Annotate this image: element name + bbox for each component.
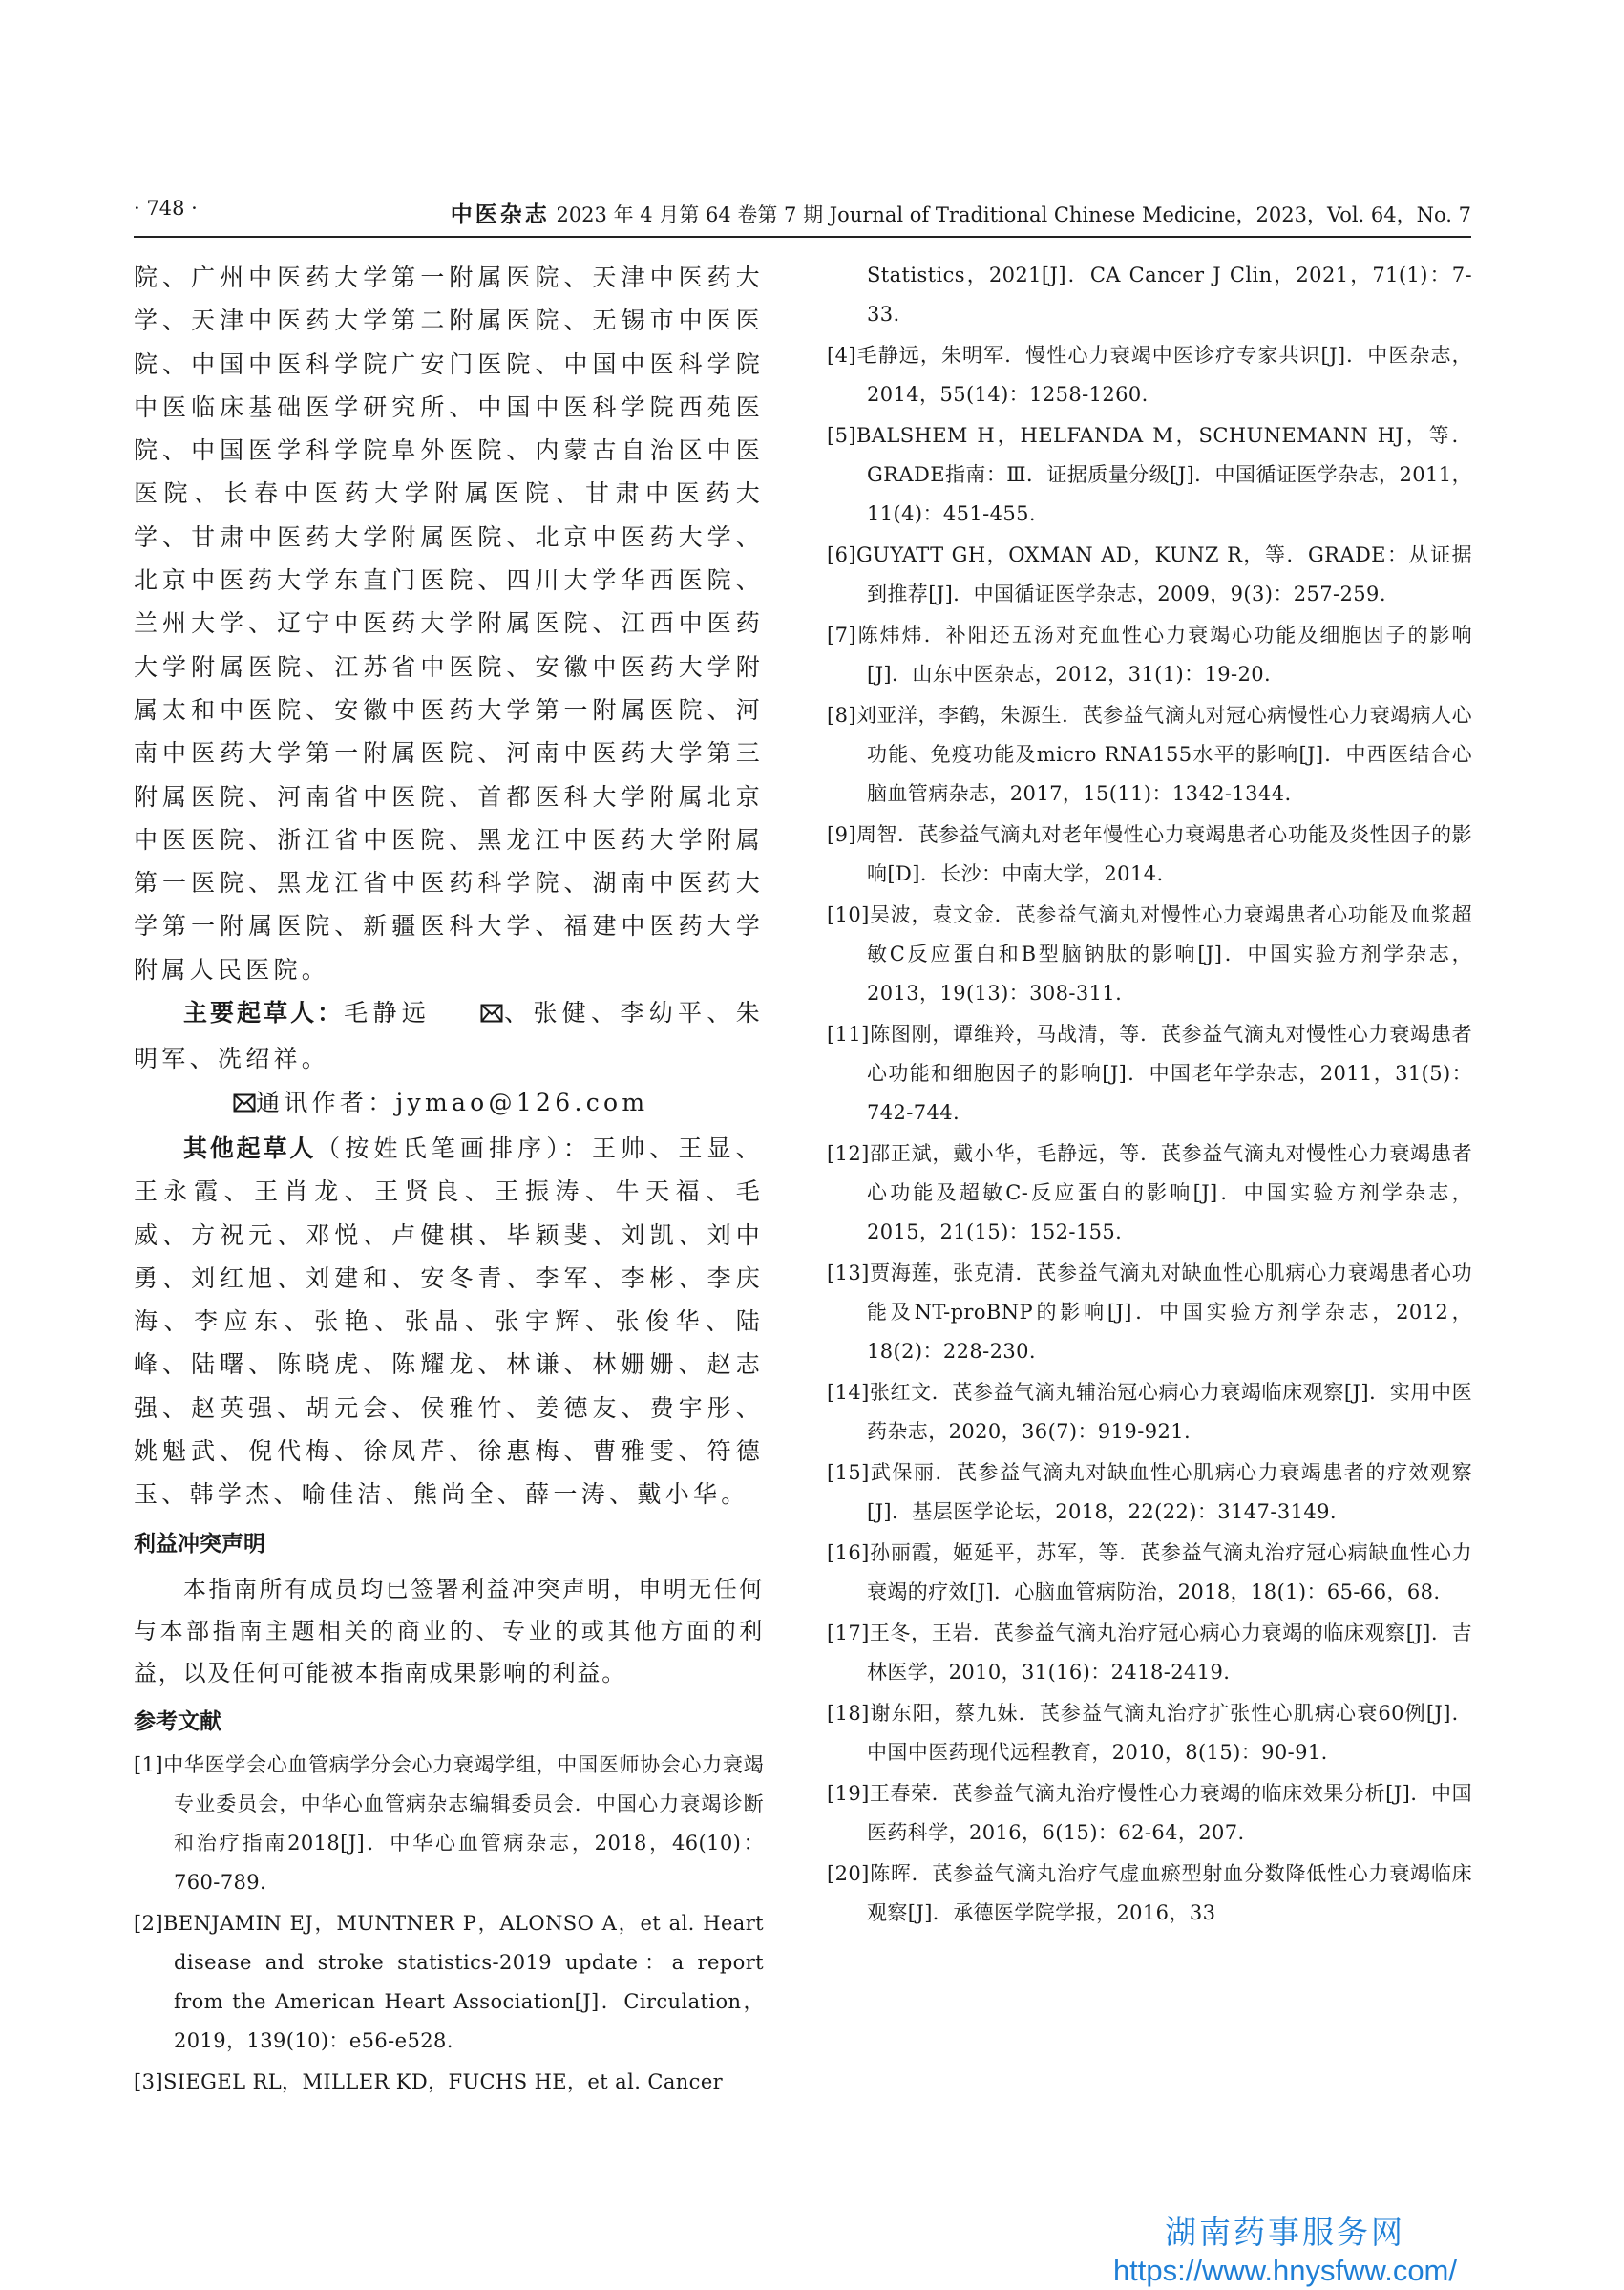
- journal-name: 中医杂志: [450, 201, 550, 227]
- other-drafters-note: （按姓氏笔画排序）：: [316, 1134, 593, 1162]
- conflict-statement: 本指南所有成员均已签署利益冲突声明，申明无任何与本部指南主题相关的商业的、专业的或其他方面的利益，以及任何可能被本指南成果影响的利益。: [134, 1575, 764, 1686]
- header-rule: [134, 236, 1471, 238]
- main-drafters-rest: 、张健、李幼平、朱明军、冼绍祥。: [134, 999, 764, 1073]
- other-drafters: [134, 1127, 764, 1516]
- watermark-url[interactable]: https://www.hnysfww.com/: [1112, 2254, 1457, 2287]
- reference-item: [14]张红文．芪参益气滴丸辅治冠心病心力衰竭临床观察[J]．实用中医药杂志，2020，36(7)：919-921.: [827, 1381, 1472, 1443]
- reference-item: [18]谢东阳，蔡九妹．芪参益气滴丸治疗扩张性心肌病心衰60例[J]．中国中医药现代远程教育，2010，8(15)：90-91.: [827, 1702, 1472, 1764]
- reference-item: [5]BALSHEM H，HELFANDA M，SCHUNEMANN HJ，等．GRADE指南：Ⅲ．证据质量分级[J]．中国循证医学杂志，2011，11(4)：451-455.: [827, 424, 1472, 525]
- running-header: [134, 197, 1471, 229]
- corresponding-author: [134, 1081, 764, 1127]
- reference-item: [3]SIEGEL RL，MILLER KD，FUCHS HE，et al. Cancer: [134, 2069, 724, 2093]
- reference-item: [11]陈图刚，谭维羚，马战清，等．芪参益气滴丸对慢性心力衰竭患者心功能和细胞因子的影响[J]．中国老年学杂志，2011，31(5)：742-744.: [827, 1023, 1472, 1124]
- reference-item: [7]陈炜炜．补阳还五汤对充血性心力衰竭心功能及细胞因子的影响[J]．山东中医杂志，2012，31(1)：19-20.: [827, 624, 1472, 686]
- other-drafters-label: 其他起草人: [183, 1134, 317, 1162]
- watermark-site-name: 湖南药事服务网: [1164, 2215, 1405, 2250]
- main-drafters: [134, 991, 764, 1081]
- reference-item: [4]毛静远，朱明军．慢性心力衰竭中医诊疗专家共识[J]．中医杂志，2014，55(14)：1258-1260.: [827, 344, 1472, 406]
- conflict-section-title: 利益冲突声明: [134, 1531, 265, 1557]
- reference-item: [10]吴波，袁文金．芪参益气滴丸对慢性心力衰竭患者心功能及血浆超敏C反应蛋白和B型脑钠肽的影响[J]．中国实验方剂学杂志，2013，19(13)：308-311.: [827, 903, 1472, 1005]
- page-number: · 748 ·: [134, 197, 198, 220]
- main-drafter-first: 毛静远: [344, 999, 432, 1028]
- reference-item: [1]中华医学会心血管病学分会心力衰竭学组，中国医师协会心力衰竭专业委员会，中华心血管病杂志编辑委员会．中国心力衰竭诊断和治疗指南2018[J]．中华心血管病杂志，2018，46(10)：760-789.: [134, 1752, 764, 1894]
- reference-item: [20]陈晖．芪参益气滴丸治疗气虚血瘀型射血分数降低性心力衰竭临床观察[J]．承德医学院学报，2016，33: [827, 1862, 1472, 1924]
- references-title: 参考文献: [134, 1708, 221, 1734]
- left-column: [134, 256, 764, 2104]
- reference-item: [19]王春荣．芪参益气滴丸治疗慢性心力衰竭的临床效果分析[J]．中国医药科学，2016，6(15)：62-64，207.: [827, 1782, 1472, 1844]
- main-drafters-label: 主要起草人：: [183, 999, 345, 1028]
- institution-list: 院、广州中医药大学第一附属医院、天津中医药大学、天津中医药大学第二附属医院、无锡市中医医院、中国中医科学院广安门医院、中国中医科学院中医临床基础医学研究所、中国中医科学院西苑医院、中国医学科学院阜外医院、内蒙古自治区中医医院、长春中医药大学附属医院、甘肃中医药大学、甘肃中医药大学附属医院、北京中医药大学、北京中医药大学东直门医院、四川大学华西医院、兰州大学、辽宁中医药大学附属医院、江西中医药大学附属医院、江苏省中医院、安徽中医药大学附属太和中医院、安徽中医药大学第一附属医院、河南中医药大学第一附属医院、河南中医药大学第三附属医院、河南省中医院、首都医科大学附属北京中医医院、浙江省中医院、黑龙江中医药大学附属第一医院、黑龙江省中医药科学院、湖南中医药大学第一附属医院、新疆医科大学、福建中医药大学附属人民医院。: [134, 264, 764, 984]
- reference-item: [9]周智．芪参益气滴丸对老年慢性心力衰竭患者心功能及炎性因子的影响[D]．长沙：中南大学，2014.: [827, 823, 1472, 885]
- issue-info: 2023 年 4 月第 64 卷第 7 期 Journal of Traditional Chinese Medicine，2023，Vol. 64，No. 7: [549, 203, 1471, 226]
- reference-item: [2]BENJAMIN EJ，MUNTNER P，ALONSO A，et al. Heart disease and stroke statistics-2019 update：a report from the American Heart Association[J]．Circulation，2019，139(10)：e56-e528.: [134, 1911, 764, 2052]
- reference-item: [6]GUYATT GH，OXMAN AD，KUNZ R，等．GRADE：从证据到推荐[J]．中国循证医学杂志，2009，9(3)：257-259.: [827, 543, 1472, 605]
- corresponding-text: 通讯作者：jymao@126.com: [256, 1088, 649, 1116]
- site-watermark: [1113, 2214, 1457, 2290]
- reference-item: [8]刘亚洋，李鹤，朱源生．芪参益气滴丸对冠心病慢性心力衰竭病人心功能、免疫功能及micro RNA155水平的影响[J]．中西医结合心脑血管病杂志，2017，15(11)：1342-1344.: [827, 704, 1472, 805]
- reference-item: [16]孙丽霞，姬延平，苏军，等．芪参益气滴丸治疗冠心病缺血性心力衰竭的疗效[J]．心脑血管病防治，2018，18(1)：65-66，68.: [827, 1541, 1472, 1603]
- journal-running-title: [451, 197, 1471, 228]
- envelope-icon: [431, 994, 503, 1037]
- reference-item: [12]邵正斌，戴小华，毛静远，等．芪参益气滴丸对慢性心力衰竭患者心功能及超敏C-反应蛋白的影响[J]．中国实验方剂学杂志，2015，21(15)：152-155.: [827, 1142, 1472, 1243]
- reference-item: [13]贾海莲，张克清．芪参益气滴丸对缺血性心肌病心力衰竭患者心功能及NT-proBNP的影响[J]．中国实验方剂学杂志，2012，18(2)：228-230.: [827, 1262, 1472, 1363]
- reference-continuation: Statistics，2021[J]．CA Cancer J Clin，2021，71(1)：7-33.: [867, 264, 1472, 326]
- envelope-icon: [183, 1084, 256, 1127]
- reference-item: [17]王冬，王岩．芪参益气滴丸治疗冠心病心力衰竭的临床观察[J]．吉林医学，2010，31(16)：2418-2419.: [827, 1622, 1472, 1684]
- other-drafters-names: 王帅、王显、王永霞、王肖龙、王贤良、王振涛、牛天福、毛威、方祝元、邓悦、卢健棋、毕颖斐、刘凯、刘中勇、刘红旭、刘建和、安冬青、李军、李彬、李庆海、李应东、张艳、张晶、张宇辉、张俊华、陆峰、陆曙、陈晓虎、陈耀龙、林谦、林姗姗、赵志强、赵英强、胡元会、侯雅竹、姜德友、费宇彤、姚魁武、倪代梅、徐凤芹、徐惠梅、曹雅雯、符德玉、韩学杰、喻佳洁、熊尚全、薛一涛、戴小华。: [134, 1134, 764, 1509]
- reference-item: [15]武保丽．芪参益气滴丸对缺血性心肌病心力衰竭患者的疗效观察[J]．基层医学论坛，2018，22(22)：3147-3149.: [827, 1461, 1472, 1523]
- right-column: [827, 256, 1472, 1935]
